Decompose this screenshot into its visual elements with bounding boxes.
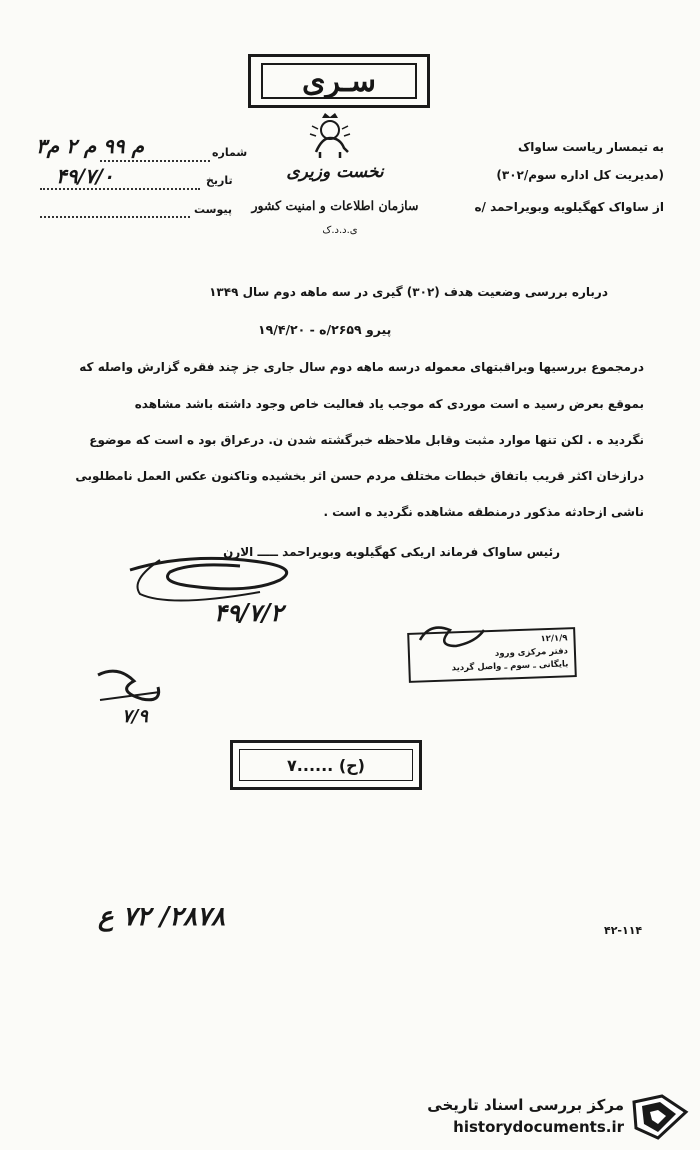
org-code: ی.د.د.ک [322, 225, 358, 236]
number-value: ۳م ۹۹ م ۲ م [36, 134, 145, 158]
classification-box [248, 54, 430, 108]
receipt-stamp [407, 627, 577, 683]
number-label: شماره [212, 146, 248, 159]
page-number: ۴۲-۱۱۴ [604, 924, 643, 937]
date-dotted-line [40, 188, 200, 190]
signature-line: رئیس ساواک فرماند اریکی کهگیلویه وبویراحمد ـــــ الارن [223, 545, 560, 559]
handwritten-initials: ۷/۹ [122, 706, 148, 727]
from-line: از ساواک کهگیلویه وبویراحمد /ه [474, 200, 664, 214]
attachment-dotted-line [40, 216, 190, 218]
body-line: درمجموع بررسیها وبراقبتهای معموله درسه ماهه دوم سال جاری جز چند فقره گزارش واصله که [79, 360, 644, 374]
file-number-box [230, 740, 422, 790]
emblem-caption: نخست وزیری [286, 162, 384, 182]
reference-line: پیرو ۲۶۵۹/ه - ۱۹/۴/۲۰ [258, 322, 392, 337]
footer-title: مرکز بررسی اسناد تاریخی [427, 1096, 624, 1114]
classification-label: سـری [261, 63, 417, 99]
subject-line: درباره بررسی وضعیت هدف (۳۰۲) گیری در سه ماهه دوم سال ۱۳۴۹ [209, 285, 608, 299]
body-line: نگردید ه . لکن تنها موارد مثبت وقابل ملاحظه خبرگشته شدن ن. درعراق بود ه است که موضوع [89, 433, 644, 447]
attachment-label: پیوست [194, 203, 232, 216]
footer-url: historydocuments.ir [453, 1118, 624, 1136]
lion-and-sun-emblem-icon [300, 112, 360, 162]
body-line: بموقع بعرض رسید ه است موردی که موجب یاد فعالیت خاص وجود داشته باشد مشاهده [134, 397, 644, 411]
stamp-date: ۱۲/۱/۹ [540, 633, 568, 645]
number-dotted-line [100, 160, 210, 162]
to-line: به تیمسار ریاست ساواک [518, 140, 664, 154]
stamp-office: دفتر مرکزی ورود [494, 646, 569, 659]
date-label: تاریخ [206, 174, 233, 187]
dept-line: (مدیریت کل اداره سوم/۳۰۲) [496, 168, 664, 182]
history-documents-logo-icon [628, 1092, 690, 1142]
stamp-status: بایگانی ـ سوم ـ واصل گردید [451, 659, 569, 674]
handwritten-date: ۴۹/۷/۲ [214, 598, 284, 627]
body-line: درازخان اکثر قریب باتفاق خبطات مختلف مردم حسن اثر بخشیده وتاکنون عکس العمل نامطلوبی [75, 469, 644, 483]
org-name: سازمان اطلاعات و امنیت کشور [251, 198, 419, 213]
body-line: ناشی ازحادثه مذکور درمنطقه مشاهده نگردید ه است . [323, 505, 644, 519]
date-value: ۴۹/۷/۰ [56, 164, 114, 188]
bottom-handwritten-number: ۲۸۷۸/ ۷۲ ع [98, 902, 225, 932]
file-number: (ح) ......۷ [239, 749, 413, 781]
